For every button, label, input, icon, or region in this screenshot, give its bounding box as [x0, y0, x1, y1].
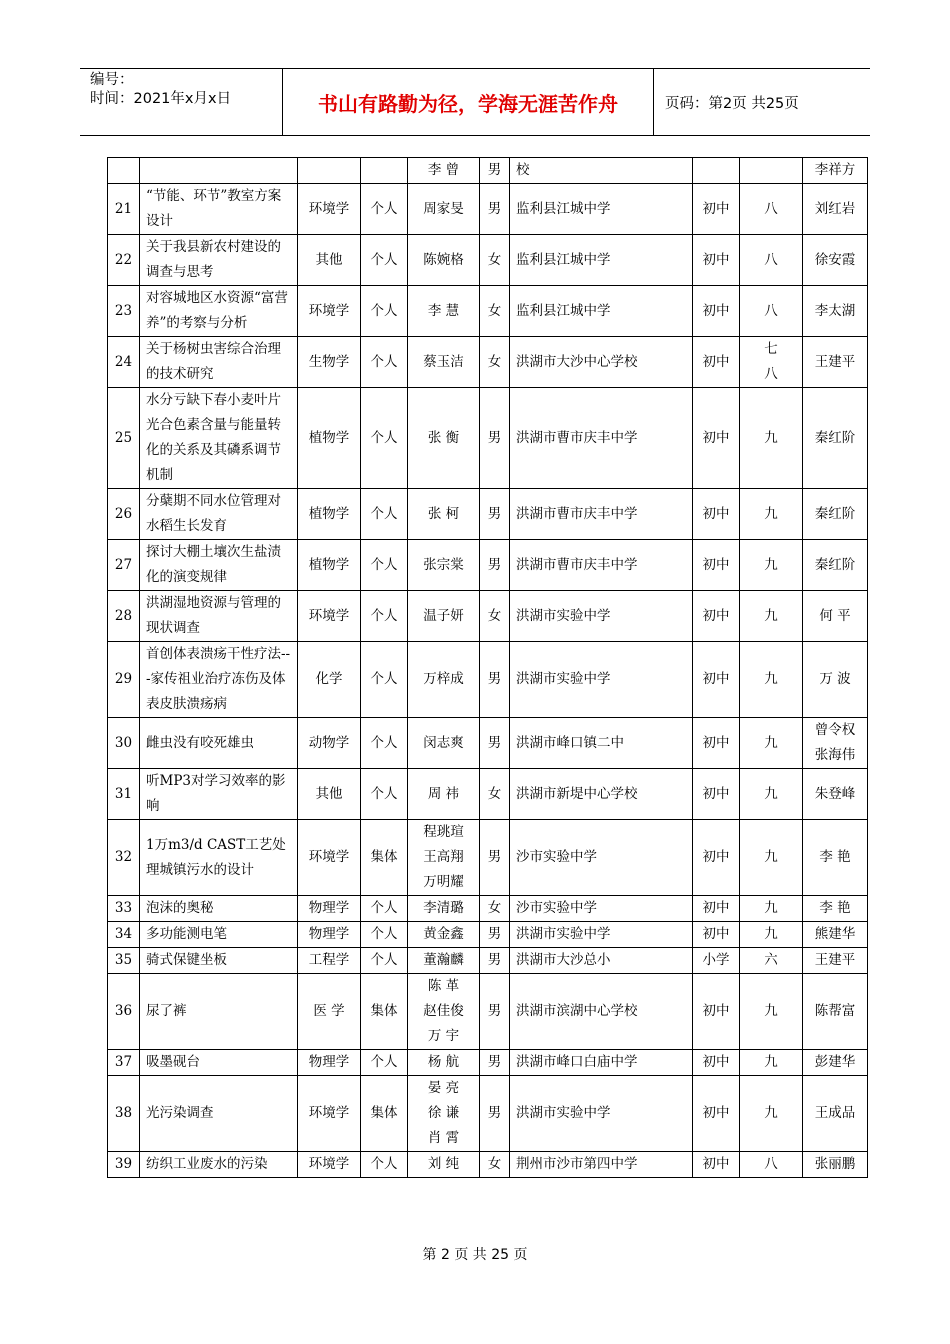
cell-project-title: 分蘖期不同水位管理对水稻生长发育: [140, 489, 298, 540]
teacher-line: 王建平: [814, 353, 856, 370]
cell-author-names: [408, 922, 480, 948]
cell-grade: 八: [740, 235, 803, 286]
author-names-line: 李清璐: [423, 900, 464, 916]
cell-project-title: 泡沫的奥秘: [140, 896, 298, 922]
cell-row-number: 27: [108, 540, 140, 591]
cell-teacher: [803, 948, 868, 974]
cell-teacher: [803, 158, 868, 184]
cell-subject: 环境学: [298, 286, 361, 337]
cell-teacher: [803, 974, 868, 1050]
author-names-line: 周家旻: [423, 200, 464, 217]
cell-author-names: [408, 974, 480, 1050]
teacher-line: 朱登峰: [814, 785, 856, 802]
cell-school-level: 初中: [693, 540, 740, 591]
cell-author-sex: 男: [480, 1050, 510, 1076]
cell-author-names: [408, 540, 480, 591]
cell-teacher: [803, 235, 868, 286]
cell-grade: 八: [740, 1152, 803, 1178]
cell-teacher: [803, 286, 868, 337]
cell-grade: 九: [740, 388, 803, 489]
cell-row-number: 22: [108, 235, 140, 286]
cell-author-sex: 男: [480, 388, 510, 489]
cell-subject: 环境学: [298, 1152, 361, 1178]
cell-school-level: 初中: [693, 922, 740, 948]
table-row: [108, 388, 868, 489]
time-label: 时间：2021年x月x日: [90, 91, 232, 107]
cell-project-title: 听MP3对学习效率的影响: [140, 769, 298, 820]
cell-teacher: [803, 184, 868, 235]
cell-author-names: [408, 1152, 480, 1178]
author-names-line: 蔡玉洁: [423, 353, 464, 370]
cell-school: 洪湖市大沙中心学校: [510, 337, 693, 388]
cell-project-title: 关于杨树虫害综合治理的技术研究: [140, 337, 298, 388]
cell-teacher: [803, 388, 868, 489]
cell-row-number: 35: [108, 948, 140, 974]
author-names-line: 陈婉格: [423, 251, 464, 268]
cell-author-sex: 男: [480, 718, 510, 769]
cell-project-title: 吸墨砚台: [140, 1050, 298, 1076]
cell-row-number: 26: [108, 489, 140, 540]
table-row: [108, 540, 868, 591]
cell-row-number: 23: [108, 286, 140, 337]
table-row: [108, 974, 868, 1050]
cell-school-level: 初中: [693, 489, 740, 540]
table-row: [108, 235, 868, 286]
cell-row-number: 39: [108, 1152, 140, 1178]
cell-row-number: 34: [108, 922, 140, 948]
cell-author-names: [408, 896, 480, 922]
motto: 书山有路勤为径，学海无涯苦作舟: [282, 69, 654, 135]
teacher-line: 秦红阶: [814, 505, 856, 522]
teacher-line: 李 艳: [819, 900, 851, 916]
cell-row-number: 37: [108, 1050, 140, 1076]
author-names-line: 黄金鑫: [423, 926, 464, 942]
cell-subject: 物理学: [298, 922, 361, 948]
teacher-line: 熊建华: [814, 926, 856, 942]
cell-school-level: 初中: [693, 235, 740, 286]
cell-project-title: 关于我县新农村建设的调查与思考: [140, 235, 298, 286]
cell-project-title: 纺织工业废水的污染: [140, 1152, 298, 1178]
cell-author-names: [408, 718, 480, 769]
cell-entry-type: 个人: [361, 642, 408, 718]
cell-subject: 其他: [298, 235, 361, 286]
cell-subject: 环境学: [298, 591, 361, 642]
cell-author-names: [408, 591, 480, 642]
cell-school: 洪湖市大沙总小: [510, 948, 693, 974]
author-names-line: 徐 谦: [427, 1105, 460, 1121]
table-row: [108, 184, 868, 235]
cell-author-sex: 男: [480, 1076, 510, 1152]
cell-entry-type: 个人: [361, 769, 408, 820]
cell-entry-type: 集体: [361, 820, 408, 896]
teacher-line: 秦红阶: [814, 556, 856, 573]
cell-subject: 植物学: [298, 540, 361, 591]
cell-author-names: [408, 337, 480, 388]
cell-grade: 九: [740, 489, 803, 540]
teacher-line: 秦红阶: [814, 429, 856, 446]
cell-entry-type: 个人: [361, 388, 408, 489]
footer-prefix: 第: [422, 1247, 437, 1263]
cell-project-title: 对容城地区水资源“富营养”的考察与分析: [140, 286, 298, 337]
cell-entry-type: 个人: [361, 948, 408, 974]
cell-school-level: 初中: [693, 591, 740, 642]
page-header: [80, 68, 870, 136]
cell-row-number: 33: [108, 896, 140, 922]
cell-author-names: [408, 184, 480, 235]
cell-project-title: 尿了裤: [140, 974, 298, 1050]
cell-row-number: 24: [108, 337, 140, 388]
teacher-line: 徐安霞: [814, 251, 856, 268]
cell-row-number: 31: [108, 769, 140, 820]
table-row: [108, 489, 868, 540]
cell-subject: 环境学: [298, 820, 361, 896]
cell-teacher: [803, 1152, 868, 1178]
cell-teacher: [803, 718, 868, 769]
cell-subject: 植物学: [298, 489, 361, 540]
cell-author-sex: 男: [480, 820, 510, 896]
cell-school: 洪湖市实验中学: [510, 642, 693, 718]
cell-author-sex: 男: [480, 540, 510, 591]
author-names-line: 董瀚麟: [423, 952, 464, 968]
teacher-line: 何 平: [819, 607, 851, 624]
footer-page-number: 2: [440, 1247, 450, 1263]
cell-author-names: [408, 642, 480, 718]
cell-school: 洪湖市曹市庆丰中学: [510, 388, 693, 489]
cell-school-level: 初中: [693, 1076, 740, 1152]
cell-teacher: [803, 820, 868, 896]
author-names-line: 程珧瑄: [423, 824, 464, 840]
author-names-line: 张 柯: [427, 505, 460, 522]
teacher-line: 张丽鹏: [814, 1156, 856, 1172]
cell-author-sex: 男: [480, 922, 510, 948]
cell-entry-type: 个人: [361, 286, 408, 337]
cell-teacher: [803, 337, 868, 388]
page-label: 页码：第2页 共25页: [665, 95, 799, 112]
cell-subject: 生物学: [298, 337, 361, 388]
teacher-line: 王成品: [814, 1105, 856, 1121]
cell-author-names: [408, 820, 480, 896]
cell-subject: 物理学: [298, 896, 361, 922]
cell-school: 洪湖市曹市庆丰中学: [510, 489, 693, 540]
cell-author-names: [408, 158, 480, 184]
cell-grade: 九: [740, 540, 803, 591]
cell-grade: 九: [740, 591, 803, 642]
cell-school-level: 初中: [693, 1050, 740, 1076]
author-names-line: 李 慧: [427, 302, 460, 319]
cell-author-names: [408, 1076, 480, 1152]
cell-entry-type: 个人: [361, 1050, 408, 1076]
table-row: [108, 591, 868, 642]
cell-teacher: [803, 922, 868, 948]
table-row: [108, 948, 868, 974]
cell-grade: 九: [740, 820, 803, 896]
cell-grade: 八: [740, 184, 803, 235]
cell-grade: 九: [740, 922, 803, 948]
cell-project-title: [140, 158, 298, 184]
cell-teacher: [803, 591, 868, 642]
cell-teacher: [803, 1076, 868, 1152]
author-names-line: 张 衡: [427, 429, 460, 446]
project-table: [107, 157, 868, 1178]
table-row: [108, 642, 868, 718]
cell-row-number: 36: [108, 974, 140, 1050]
table-row: [108, 1152, 868, 1178]
cell-entry-type: 个人: [361, 540, 408, 591]
cell-school: 监利县江城中学: [510, 235, 693, 286]
cell-school: 监利县江城中学: [510, 286, 693, 337]
cell-project-title: 水分亏缺下春小麦叶片光合色素含量与能量转化的关系及其磷系调节机制: [140, 388, 298, 489]
cell-school: 洪湖市实验中学: [510, 591, 693, 642]
cell-school: 洪湖市曹市庆丰中学: [510, 540, 693, 591]
teacher-line: 李祥方: [814, 162, 856, 178]
cell-subject: 化学: [298, 642, 361, 718]
cell-author-sex: 女: [480, 591, 510, 642]
cell-school-level: 初中: [693, 642, 740, 718]
author-names-line: 万明耀: [423, 874, 464, 890]
header-meta: [80, 69, 282, 137]
cell-school: 洪湖市滨湖中心学校: [510, 974, 693, 1050]
table-row: [108, 286, 868, 337]
cell-entry-type: 集体: [361, 1076, 408, 1152]
cell-project-title: “节能、环节”教室方案设计: [140, 184, 298, 235]
cell-author-sex: 女: [480, 1152, 510, 1178]
author-names-line: 温子妍: [423, 607, 464, 624]
cell-grade: 九: [740, 896, 803, 922]
cell-subject: 环境学: [298, 1076, 361, 1152]
teacher-line: 王建平: [814, 952, 856, 968]
cell-entry-type: 个人: [361, 1152, 408, 1178]
cell-grade: [740, 158, 803, 184]
cell-grade: 九: [740, 718, 803, 769]
cell-author-sex: 女: [480, 769, 510, 820]
footer-suffix: 页: [513, 1247, 528, 1263]
table-row: [108, 1076, 868, 1152]
teacher-line: 陈帮富: [814, 1003, 856, 1019]
cell-entry-type: 个人: [361, 591, 408, 642]
cell-row-number: 38: [108, 1076, 140, 1152]
cell-author-sex: 男: [480, 974, 510, 1050]
teacher-line: 曾令权: [814, 722, 856, 738]
cell-teacher: [803, 642, 868, 718]
cell-school-level: 初中: [693, 1152, 740, 1178]
author-names-line: 万 宇: [427, 1028, 460, 1044]
cell-project-title: 骑式保键坐板: [140, 948, 298, 974]
cell-author-names: [408, 1050, 480, 1076]
cell-author-sex: 女: [480, 235, 510, 286]
cell-school-level: [693, 158, 740, 184]
cell-author-sex: 男: [480, 158, 510, 184]
author-names-line: 李 曾: [427, 162, 460, 178]
cell-author-names: [408, 388, 480, 489]
author-names-line: 王高翔: [423, 849, 464, 865]
cell-entry-type: 个人: [361, 896, 408, 922]
cell-grade: 九: [740, 642, 803, 718]
cell-row-number: 29: [108, 642, 140, 718]
teacher-line: 李 艳: [819, 849, 851, 865]
table-row: [108, 820, 868, 896]
author-names-line: 张宗棠: [423, 556, 464, 573]
author-names-line: 周 祎: [427, 785, 460, 802]
cell-project-title: 首创体表溃疡干性疗法---家传祖业治疗冻伤及体表皮肤溃疡病: [140, 642, 298, 718]
teacher-line: 万 波: [819, 671, 851, 687]
cell-author-sex: 女: [480, 896, 510, 922]
cell-school-level: 初中: [693, 388, 740, 489]
table-row: [108, 896, 868, 922]
author-names-line: 闵志爽: [423, 734, 464, 751]
cell-school: 洪湖市峰口白庙中学: [510, 1050, 693, 1076]
teacher-line: 张海伟: [814, 747, 856, 763]
cell-subject: 工程学: [298, 948, 361, 974]
cell-author-names: [408, 489, 480, 540]
cell-school: 沙市实验中学: [510, 896, 693, 922]
table-row: [108, 922, 868, 948]
cell-project-title: 1万m3/d CAST工艺处理城镇污水的设计: [140, 820, 298, 896]
cell-school-level: 初中: [693, 286, 740, 337]
cell-project-title: 光污染调查: [140, 1076, 298, 1152]
cell-row-number: 28: [108, 591, 140, 642]
cell-project-title: 多功能测电笔: [140, 922, 298, 948]
cell-entry-type: 个人: [361, 235, 408, 286]
table-row: [108, 769, 868, 820]
cell-project-title: 洪湖湿地资源与管理的现状调查: [140, 591, 298, 642]
cell-subject: 植物学: [298, 388, 361, 489]
cell-subject: 环境学: [298, 184, 361, 235]
cell-school-level: 初中: [693, 184, 740, 235]
author-names-line: 陈 革: [427, 978, 460, 994]
cell-grade: 九: [740, 769, 803, 820]
author-names-line: 万梓成: [423, 671, 464, 687]
cell-school: 洪湖市峰口镇二中: [510, 718, 693, 769]
cell-school: 荆州市沙市第四中学: [510, 1152, 693, 1178]
cell-row-number: 30: [108, 718, 140, 769]
cell-entry-type: 集体: [361, 974, 408, 1050]
cell-school-level: 初中: [693, 769, 740, 820]
cell-author-sex: 女: [480, 286, 510, 337]
cell-school-level: 初中: [693, 337, 740, 388]
cell-teacher: [803, 896, 868, 922]
cell-school: 监利县江城中学: [510, 184, 693, 235]
cell-school: 洪湖市实验中学: [510, 1076, 693, 1152]
cell-row-number: [108, 158, 140, 184]
cell-entry-type: 个人: [361, 184, 408, 235]
table-row: [108, 337, 868, 388]
cell-row-number: 21: [108, 184, 140, 235]
cell-school-level: 初中: [693, 974, 740, 1050]
cell-grade: 九: [740, 1050, 803, 1076]
cell-school-level: 初中: [693, 896, 740, 922]
page-footer: [0, 1244, 950, 1264]
cell-school: 校: [510, 158, 693, 184]
table-row: [108, 158, 868, 184]
cell-author-names: [408, 235, 480, 286]
cell-author-sex: 男: [480, 642, 510, 718]
cell-school-level: 初中: [693, 718, 740, 769]
cell-subject: [298, 158, 361, 184]
cell-entry-type: 个人: [361, 489, 408, 540]
footer-middle: 页 共: [454, 1247, 487, 1263]
cell-author-sex: 男: [480, 489, 510, 540]
cell-subject: 动物学: [298, 718, 361, 769]
cell-row-number: 32: [108, 820, 140, 896]
author-names-line: 晏 亮: [427, 1080, 460, 1096]
footer-total-pages: 25: [491, 1247, 510, 1263]
cell-grade: 九: [740, 1076, 803, 1152]
cell-grade: 六: [740, 948, 803, 974]
cell-school: 沙市实验中学: [510, 820, 693, 896]
cell-teacher: [803, 769, 868, 820]
teacher-line: 彭建华: [814, 1054, 856, 1070]
table-row: [108, 1050, 868, 1076]
cell-teacher: [803, 489, 868, 540]
cell-grade: 七八: [740, 337, 803, 388]
cell-author-sex: 女: [480, 337, 510, 388]
cell-entry-type: 个人: [361, 718, 408, 769]
cell-entry-type: [361, 158, 408, 184]
cell-subject: 其他: [298, 769, 361, 820]
cell-project-title: 探讨大棚土壤次生盐渍化的演变规律: [140, 540, 298, 591]
cell-teacher: [803, 1050, 868, 1076]
cell-entry-type: 个人: [361, 922, 408, 948]
author-names-line: 杨 航: [427, 1054, 460, 1070]
author-names-line: 赵佳俊: [423, 1003, 464, 1019]
cell-subject: 物理学: [298, 1050, 361, 1076]
cell-grade: 九: [740, 974, 803, 1050]
cell-subject: 医 学: [298, 974, 361, 1050]
cell-school-level: 初中: [693, 820, 740, 896]
cell-grade: 八: [740, 286, 803, 337]
teacher-line: 刘红岩: [814, 200, 856, 217]
cell-school: 洪湖市新堤中心学校: [510, 769, 693, 820]
teacher-line: 李太湖: [814, 302, 856, 319]
author-names-line: 刘 纯: [427, 1156, 460, 1172]
code-label: 编号：: [90, 72, 134, 88]
cell-project-title: 雌虫没有咬死雄虫: [140, 718, 298, 769]
cell-author-sex: 男: [480, 948, 510, 974]
cell-teacher: [803, 540, 868, 591]
table-row: [108, 718, 868, 769]
cell-row-number: 25: [108, 388, 140, 489]
cell-school-level: 小学: [693, 948, 740, 974]
cell-school: 洪湖市实验中学: [510, 922, 693, 948]
cell-entry-type: 个人: [361, 337, 408, 388]
cell-author-names: [408, 769, 480, 820]
author-names-line: 肖 霄: [427, 1130, 460, 1146]
cell-author-names: [408, 286, 480, 337]
cell-author-names: [408, 948, 480, 974]
cell-author-sex: 男: [480, 184, 510, 235]
